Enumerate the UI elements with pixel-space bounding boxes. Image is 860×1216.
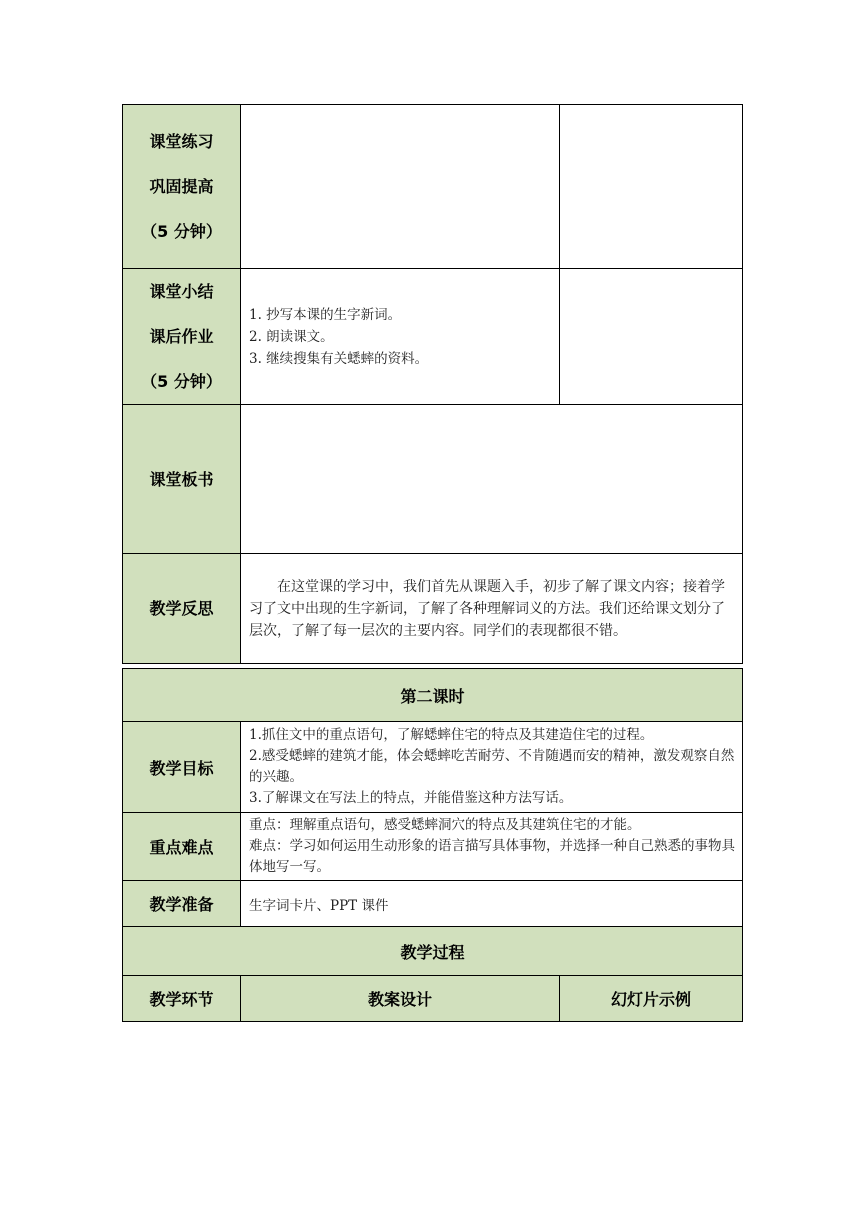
prep-label: 教学准备: [123, 881, 241, 927]
process-title: 教学过程: [123, 927, 743, 976]
practice-label-line: 课堂练习: [149, 132, 214, 151]
practice-label-line: （5 分钟）: [141, 222, 222, 241]
practice-label-line: 巩固提高: [149, 177, 214, 196]
goals-cell: [241, 722, 743, 813]
board-label-text: 课堂板书: [149, 469, 214, 489]
summary-homework-cell: [241, 269, 560, 405]
homework-item: 3. 继续搜集有关蟋蟀的资料。: [249, 350, 429, 367]
keypoint-item: 重点：理解重点语句，感受蟋蟀洞穴的特点及其建筑住宅的才能。: [249, 817, 641, 833]
prep-text: 生字词卡片、PPT 课件: [241, 881, 743, 927]
board-content-cell: [241, 405, 743, 554]
goal-item: 1.抓住文中的重点语句，了解蟋蟀住宅的特点及其建造住宅的过程。: [249, 727, 654, 743]
keypoints-cell: [241, 813, 743, 881]
practice-label: [123, 105, 241, 269]
practice-design-cell: [241, 105, 560, 269]
summary-label-line: 课堂小结: [149, 282, 214, 301]
summary-label-line: 课后作业: [149, 327, 214, 346]
reflection-label-text: 教学反思: [149, 599, 214, 618]
reflection-label: [123, 554, 241, 664]
homework-item: 1. 抄写本课的生字新词。: [249, 306, 402, 323]
col-header-design: 教案设计: [241, 976, 560, 1022]
reflection-text: 在这堂课的学习中，我们首先从课题入手，初步了解了课文内容；接着学习了文中出现的生字新词，了解了各种理解词义的方法。我们还给课文划分了层次，了解了每一层次的主要内容。同学们的表现都很不错。: [241, 554, 743, 664]
goals-label: 教学目标: [123, 722, 241, 813]
goal-item: 2.感受蟋蟀的建筑才能，体会蟋蟀吃苦耐劳、不肯随遇而安的精神，激发观察自然的兴趣。: [249, 748, 735, 785]
board-label: [123, 405, 241, 554]
col-header-slides: 幻灯片示例: [560, 976, 743, 1022]
summary-label: [123, 269, 241, 405]
lesson-table-part2: [122, 668, 743, 1022]
homework-item: 2. 朗读课文。: [249, 328, 334, 345]
session-title: 第二课时: [123, 669, 743, 722]
goal-item: 3.了解课文在写法上的特点，并能借鉴这种方法写话。: [249, 790, 573, 806]
col-header-stage: 教学环节: [123, 976, 241, 1022]
practice-slide-cell: [560, 105, 743, 269]
keypoint-item: 难点：学习如何运用生动形象的语言描写具体事物，并选择一种自己熟悉的事物具体地写一写。: [249, 838, 735, 875]
summary-slide-cell: [560, 269, 743, 405]
lesson-table-part1: [122, 104, 743, 664]
summary-label-line: （5 分钟）: [141, 372, 222, 391]
keypoints-label: 重点难点: [123, 813, 241, 881]
